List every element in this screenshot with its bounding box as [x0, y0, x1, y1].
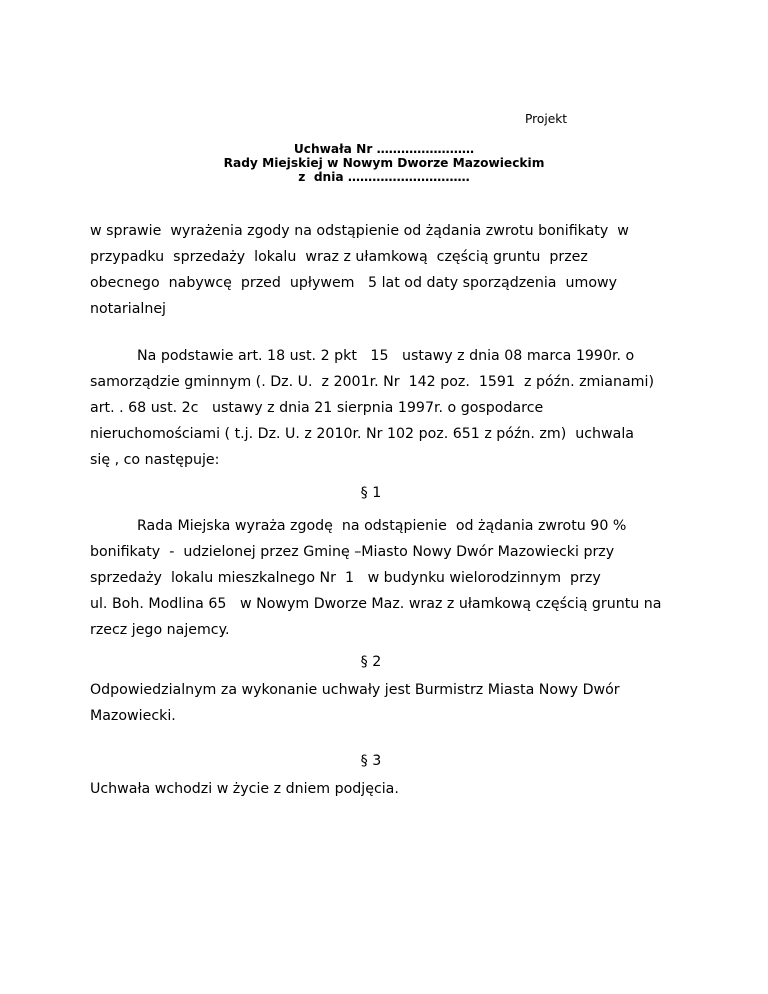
- preamble-line: samorządzie gminnym (. Dz. U. z 2001r. Nr 142 poz. 1591 z późn. zmianami): [90, 374, 654, 390]
- subject-line: obecnego nabywcę przed upływem 5 lat od daty sporządzenia umowy: [90, 275, 618, 291]
- section-3-line: Uchwała wchodzi w życie z dniem podjęcia.: [90, 781, 399, 797]
- section-1-line: ul. Boh. Modlina 65 w Nowym Dworze Maz. wraz z ułamkową częścią gruntu na: [90, 596, 662, 612]
- section-mark-3: § 3: [360, 753, 382, 769]
- section-1-line: Rada Miejska wyraża zgodę na odstąpienie od żądania zwrotu 90 %: [137, 518, 627, 534]
- section-mark-1: § 1: [360, 485, 382, 501]
- resolution-number: Uchwała Nr ……………………: [293, 142, 475, 156]
- council-name: Rady Miejskiej w Nowym Dworze Mazowieckim: [223, 156, 545, 170]
- subject-line: notarialnej: [90, 301, 167, 317]
- section-1-line: rzecz jego najemcy.: [90, 622, 230, 638]
- subject-line: przypadku sprzedaży lokalu wraz z ułamkową częścią gruntu przez: [90, 249, 588, 265]
- draft-label: Projekt: [525, 112, 568, 126]
- preamble-line: Na podstawie art. 18 ust. 2 pkt 15 ustawy z dnia 08 marca 1990r. o: [137, 348, 635, 364]
- section-1-line: sprzedaży lokalu mieszkalnego Nr 1 w budynku wielorodzinnym przy: [90, 570, 601, 586]
- section-2-line: Odpowiedzialnym za wykonanie uchwały jest Burmistrz Miasta Nowy Dwór: [90, 682, 620, 698]
- preamble-line: art. . 68 ust. 2c ustawy z dnia 21 sierpnia 1997r. o gospodarce: [90, 400, 544, 416]
- subject-line: w sprawie wyrażenia zgody na odstąpienie od żądania zwrotu bonifikaty w: [90, 223, 629, 239]
- section-2-line: Mazowiecki.: [90, 708, 176, 724]
- preamble-line: się , co następuje:: [90, 452, 220, 468]
- resolution-date: z dnia …………………………: [298, 170, 470, 184]
- section-mark-2: § 2: [360, 654, 382, 670]
- section-1-line: bonifikaty - udzielonej przez Gminę –Miasto Nowy Dwór Mazowiecki przy: [90, 544, 615, 560]
- preamble-line: nieruchomościami ( t.j. Dz. U. z 2010r. Nr 102 poz. 651 z późn. zm) uchwala: [90, 426, 634, 442]
